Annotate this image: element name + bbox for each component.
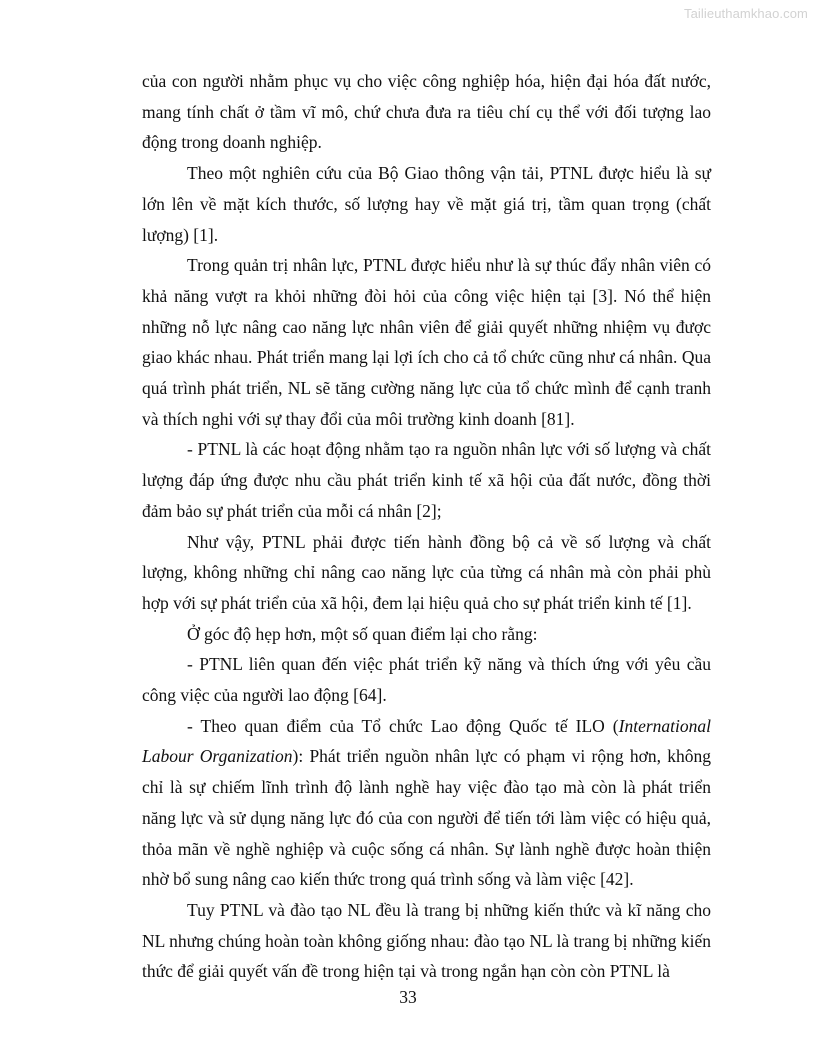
document-body [142,66,711,987]
paragraph-ptnl-activities: - PTNL là các hoạt động nhằm tạo ra nguồn nhân lực với số lượng và chất lượng đáp ứng được nhu cầu phát triển kinh tế xã hội của đất nước, đồng thời đảm bảo sự phát triển của mỗi cá nhân [2]; [142,439,711,521]
watermark-text: Tailieuthamkhao.com [683,6,808,21]
paragraph-narrow-view: Ở góc độ hẹp hơn, một số quan điểm lại cho rằng: [187,623,538,644]
page-number: 33 [399,987,417,1007]
paragraph-skills: - PTNL liên quan đến việc phát triển kỹ năng và thích ứng với yêu cầu công việc của người lao động [64]. [142,654,711,706]
ilo-italic-name: International Labour Organization [142,715,711,767]
ilo-text-after: ): Phát triển nguồn nhân lực có phạm vi rộng hơn, không chỉ là sự chiếm lĩnh trình độ lành nghề hay việc đào tạo mà còn là phát triển năng lực và sử dụng năng lực đó của con người để tiến tới làm việc có hiệu quả, thỏa mãn về nghề nghiệp và cuộc sống cá nhân. Sự lành nghề được hoàn thiện nhờ bổ sung nâng cao kiến thức trong quá trình sống và làm việc [42]. [142,746,711,890]
paragraph-ilo [142,711,711,895]
paragraph-continuation: của con người nhằm phục vụ cho việc công nghiệp hóa, hiện đại hóa đất nước, mang tính chất ở tầm vĩ mô, chứ chưa đưa ra tiêu chí cụ thể với đối tượng lao động trong doanh nghiệp. [142,71,711,153]
paragraph-transport-ministry: Theo một nghiên cứu của Bộ Giao thông vận tải, PTNL được hiểu là sự lớn lên về mặt kích thước, số lượng hay về mặt giá trị, tầm quan trọng (chất lượng) [1]. [142,163,711,245]
ilo-text-before: - Theo quan điểm của Tổ chức Lao động Quốc tế ILO ( [187,715,619,736]
paragraph-summary: Như vậy, PTNL phải được tiến hành đồng bộ cả về số lượng và chất lượng, không những chỉ nâng cao năng lực của từng cá nhân mà còn phải phù hợp với sự phát triển của xã hội, đem lại hiệu quả cho sự phát triển kinh tế [1]. [142,531,711,613]
paragraph-hr-management: Trong quản trị nhân lực, PTNL được hiểu như là sự thúc đẩy nhân viên có khả năng vượt ra khỏi những đòi hỏi của công việc hiện tại [3]. Nó thể hiện những nỗ lực nâng cao năng lực nhân viên để giải quyết những nhiệm vụ được giao khác nhau. Phát triển mang lại lợi ích cho cả tổ chức cũng như cá nhân. Qua quá trình phát triển, NL sẽ tăng cường năng lực của tổ chức mình để cạnh tranh và thích nghi với sự thay đổi của môi trường kinh doanh [81]. [142,255,711,429]
paragraph-training-vs-development: Tuy PTNL và đào tạo NL đều là trang bị những kiến thức và kĩ năng cho NL nhưng chúng hoàn toàn không giống nhau: đào tạo NL là trang bị những kiến thức để giải quyết vấn đề trong hiện tại và trong ngắn hạn còn còn PTNL là [142,899,711,982]
